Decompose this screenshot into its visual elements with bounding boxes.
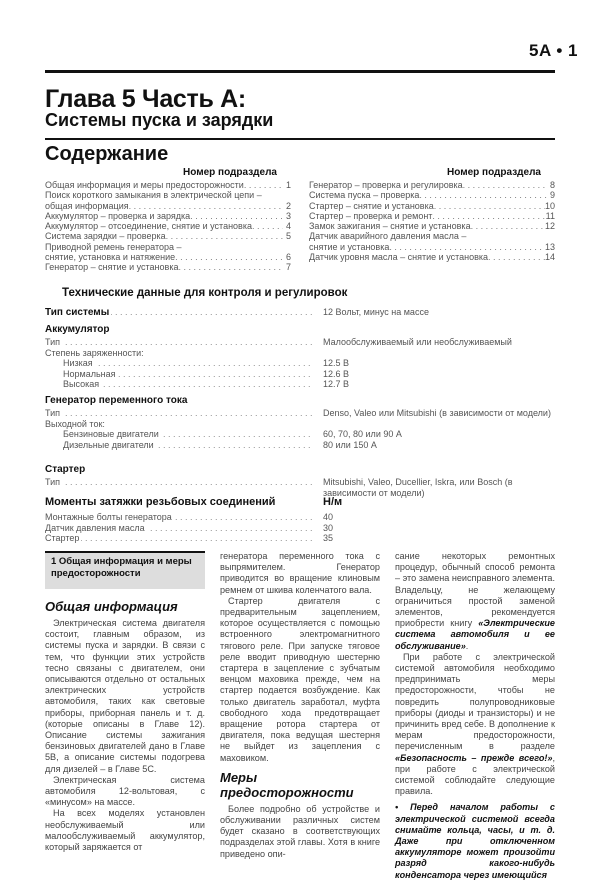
title-rule: [45, 138, 555, 140]
spec-high-value: 12.7 В: [323, 379, 350, 390]
spec-starter-type-value: Mitsubishi, Valeo, Ducellier, Iskra, или Bosch (в зависимости от модели): [323, 477, 513, 498]
toc-entry-page: 1: [285, 180, 291, 190]
toc-entry: [309, 211, 555, 221]
page-number: 5A • 1: [529, 41, 578, 60]
toc-entry: [45, 190, 291, 200]
spec-battery-type-label: Тип: [45, 337, 61, 347]
spec-system-type-value: 12 Вольт, минус на массе: [323, 307, 429, 317]
spec-starter-type-label: Тип: [45, 477, 61, 488]
toc-entry: [309, 180, 555, 190]
spec-diesel-label: Дизельные двигатели: [63, 439, 154, 450]
chapter-subtitle: Системы пуска и зарядки: [45, 110, 274, 130]
specs-heading: Технические данные для контроля и регулировок: [62, 287, 348, 299]
col2-paragraph-1: генератора переменного тока с выпрямителем. Генератор приводится во вращение клиновым ремнем от шкива коленчатого вала.: [220, 551, 380, 595]
toc-entry-title: Приводной ремень генератора –: [45, 241, 182, 252]
spec-battery-heading: Аккумулятор: [45, 324, 110, 335]
toc-entry: [309, 252, 555, 262]
toc-entry: [309, 231, 555, 241]
toc-entry-page: 14: [544, 252, 555, 263]
col3-paragraph-1: сание некоторых ремонтных процедур, обычный способ ремонта – это замена неисправного элемента. Владельцу, не желающему ограничиться простой заменой элементов, рекомендуется приобрести книгу «Электрические система автомобиля и ее обслуживание».: [395, 551, 555, 651]
toc-entry: [45, 180, 291, 190]
toc-entry-page: 5: [285, 231, 291, 242]
toc-right-col-header: Номер подраздела: [447, 167, 541, 178]
toc-entry: [45, 221, 291, 231]
section-1-heading-box: [45, 551, 205, 589]
spec-normal-label: Нормальная: [63, 368, 116, 379]
toc-entry: [45, 262, 291, 272]
toc-entry: [309, 201, 555, 211]
toc-entry-page: 6: [285, 252, 291, 263]
torque-label: Датчик давления масла: [45, 522, 145, 533]
torque-value: 30: [323, 522, 334, 533]
col1-paragraph-2: Электрическая система автомобиля 12-вольтовая, с «минусом» на массе.: [45, 774, 205, 808]
torque-label: Стартер: [45, 533, 80, 544]
body-column-3: [395, 551, 555, 881]
toc-entry-title: Поиск короткого замыкания в электрической цепи –: [45, 190, 262, 201]
contents-heading: Содержание: [45, 143, 169, 165]
toc-entry: [309, 242, 555, 252]
col3-paragraph-2: При работе с электрической системой автомобиля необходимо предпринимать меры предосторожности, чтобы не повредить полупроводниковые приборы (диоды и транзисторы) и не причинить вред себе. В дополнение к мерам предосторожности, перечисленным в разделе «Безопасность – прежде всего!», при работе с электрической системой соблюдайте следующие правила.: [395, 651, 555, 797]
toc-entry-title: Аккумулятор – отсоединение, снятие и установка: [45, 221, 252, 232]
toc-entry-title: Генератор – проверка и регулировка: [309, 180, 463, 190]
toc-entry-title: Система пуска – проверка: [309, 190, 420, 201]
spec-system-type-label: Тип системы: [45, 307, 110, 318]
toc-entry-page: 8: [549, 180, 555, 190]
spec-starter-heading: Стартер: [45, 464, 86, 476]
toc-right-list: [309, 180, 555, 262]
col2-paragraph-3: Более подробно об устройстве и обслуживании различных систем будет сказано в соответствующих подразделах этой главы. Хотя в книге приведено опи-: [220, 803, 380, 859]
toc-entry: [309, 190, 555, 200]
precautions-heading: Меры предосторожности: [220, 769, 354, 800]
spec-alt-type-value: Denso, Valeo или Mitsubishi (в зависимости от модели): [323, 407, 551, 418]
spec-petrol-value: 60, 70, 80 или 90 А: [323, 429, 402, 440]
toc-entry-page: 2: [285, 200, 291, 211]
col3-paragraph-3: • Перед началом работы с электрической системой всегда снимайте кольца, часы, и т. д. Даже при отключенном аккумуляторе может произойти разряд какого-нибудь конденсатора через имеющийся: [395, 802, 555, 880]
toc-entry: [45, 252, 291, 262]
toc-entry: [45, 242, 291, 252]
toc-entry: [309, 221, 555, 231]
top-rule: [45, 70, 555, 73]
torque-value: 40: [323, 512, 334, 522]
chapter-title: Глава 5 Часть А:: [45, 85, 246, 113]
body-column-1: [45, 599, 205, 853]
toc-entry-page: 4: [285, 221, 291, 232]
toc-entry-title: Аккумулятор – проверка и зарядка: [45, 210, 191, 221]
toc-entry: [45, 231, 291, 241]
col2-paragraph-2: Стартер двигателя с предварительным зацеплением, которое осуществляется с помощью встроенного электромагнитного тягового реле. При запуске тяговое реле вводит приводную шестерню стартера в зацепление с зубчатым венцом маховика прежде, чем на стартер подается возбуждение. Как только двигатель заработал, муфта свободного хода предотвращает вращение ротора стартера от двигателя, пока ведущая шестерня не выйдет из зацепления с маховиком.: [220, 595, 380, 763]
toc-entry-title: общая информация: [45, 200, 129, 211]
toc-entry: [45, 201, 291, 211]
spec-low-value: 12.5 В: [323, 358, 350, 369]
toc-entry-page: 13: [544, 241, 555, 252]
col1-paragraph-1: Электрическая система двигателя состоит, главным образом, из системы пуска и зарядки. В связи с тем, что функции этих устройств тесно связаны с двигателем, они описываются отдельно от остальных электрических устройств автомобиля, таких как световые приборы, приборная панель и т. д. (которые описаны в Главе 12). Описание системы зажигания бензиновых двигателей дано в Главе 5В, а описание системы подогрева для дизелей – в Главе 5С.: [45, 618, 205, 774]
toc-entry-title: Датчик аварийного давления масла –: [309, 231, 467, 242]
spec-battery-type-value: Малообслуживаемый или необслуживаемый: [323, 337, 512, 347]
torque-heading: Моменты затяжки резьбовых соединений: [45, 496, 276, 508]
toc-entry: [45, 211, 291, 221]
spec-normal-value: 12.6 В: [323, 368, 350, 379]
toc-entry-title: Датчик уровня масла – снятие и установка: [309, 252, 489, 263]
spec-petrol-label: Бензиновые двигатели: [63, 429, 159, 440]
torque-row: [45, 533, 585, 544]
toc-entry-page: 3: [285, 210, 291, 221]
toc-entry-title: Стартер – проверка и ремонт: [309, 210, 433, 221]
torque-table: [45, 512, 585, 544]
col1-paragraph-3: На всех моделях установлен необслуживаемый или малообслуживаемый аккумулятор, который заряжается от: [45, 808, 205, 853]
toc-entry-page: 12: [544, 221, 555, 232]
toc-left-col-header: Номер подраздела: [183, 167, 277, 178]
toc-entry-title: Замок зажигания – снятие и установка: [309, 221, 471, 232]
spec-diesel-value: 80 или 150 А: [323, 439, 377, 450]
toc-entry-page: 7: [285, 262, 291, 273]
toc-entry-title: Система зарядки – проверка: [45, 231, 166, 242]
toc-entry-title: снятие и установка: [309, 241, 390, 252]
torque-unit: Н/м: [323, 496, 343, 508]
general-info-heading: Общая информация: [45, 599, 178, 614]
toc-entry-page: 9: [549, 190, 555, 201]
toc-left-list: [45, 180, 291, 273]
torque-row: [45, 512, 585, 523]
toc-entry-title: Стартер – снятие и установка: [309, 200, 434, 211]
toc-entry-page: 11: [545, 210, 555, 221]
toc-entry-title: снятие, установка и натяжение: [45, 252, 176, 263]
torque-value: 35: [323, 533, 334, 544]
spec-high-label: Высокая: [63, 379, 100, 390]
toc-entry-title: Генератор – снятие и установка: [45, 262, 179, 273]
specs-table: [45, 307, 585, 499]
spec-charge-label: Степень заряженности:: [45, 347, 144, 358]
torque-row: [45, 523, 585, 534]
spec-alternator-heading: Генератор переменного тока: [45, 394, 188, 406]
spec-output-label: Выходной ток:: [45, 418, 105, 429]
toc-entry-title: Общая информация и меры предосторожности: [45, 180, 244, 190]
torque-label: Монтажные болты генератора: [45, 512, 172, 522]
spec-low-label: Низкая: [63, 358, 93, 369]
toc-entry-page: 10: [544, 200, 555, 211]
section-1-heading: 1 Общая информация и меры предосторожности: [51, 556, 192, 579]
body-column-2: [220, 551, 380, 860]
spec-alt-type-label: Тип: [45, 407, 61, 418]
